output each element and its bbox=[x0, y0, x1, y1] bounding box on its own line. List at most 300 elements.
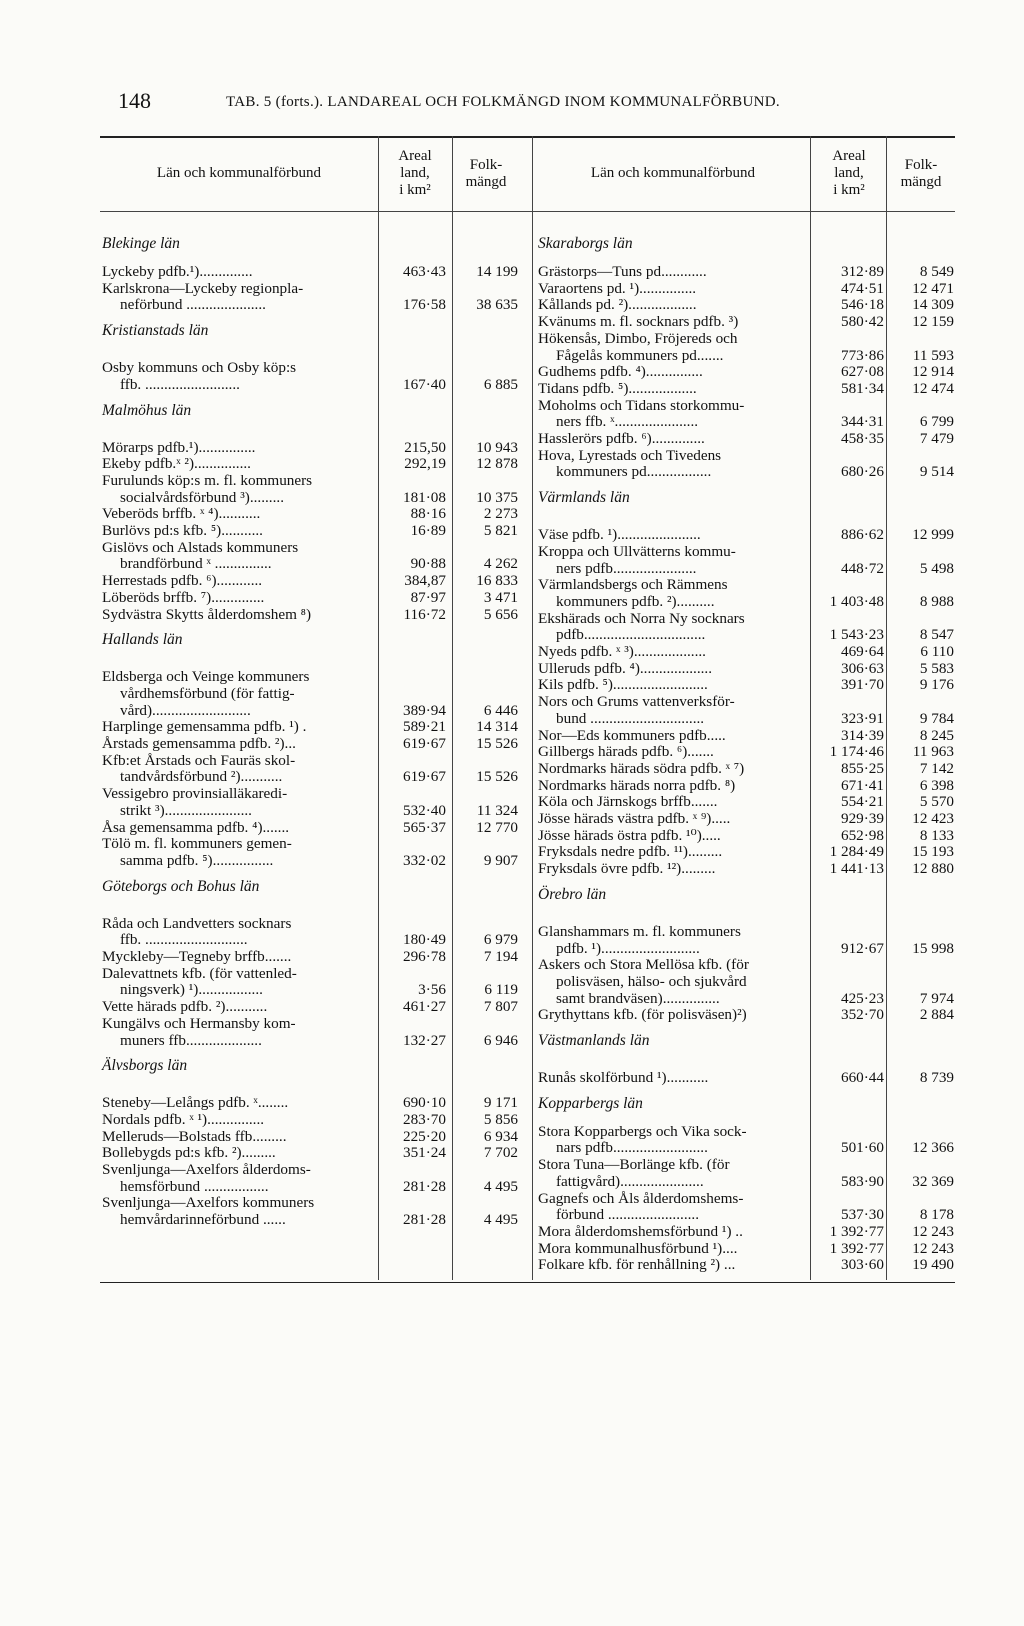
section-heading: Örebro län bbox=[538, 885, 607, 903]
table-row bbox=[536, 711, 955, 728]
federation-name: Grästorps—Tuns pd............ bbox=[538, 264, 707, 280]
population-value: 6 946 bbox=[483, 1031, 518, 1049]
population-value: 4 262 bbox=[483, 555, 518, 573]
population-value: 7 807 bbox=[483, 998, 518, 1016]
federation-name: Furulunds köp:s m. fl. kommuners bbox=[102, 472, 313, 489]
federation-name: Sydvästra Skytts ålderdomshem ⁸) bbox=[102, 606, 312, 623]
federation-name: Glanshammars m. fl. kommuners bbox=[538, 923, 741, 940]
area-value: 929·39 bbox=[840, 810, 884, 827]
federation-name: Ekshärads och Norra Ny socknars bbox=[538, 610, 745, 627]
area-value: 619·67 bbox=[402, 768, 446, 786]
area-value: 384,87 bbox=[404, 572, 446, 590]
header-pop-2: mängd bbox=[465, 173, 507, 190]
population-value: 5 570 bbox=[919, 793, 954, 811]
federation-name: Nordmarks härads södra pdfb. ˣ ⁷) bbox=[538, 760, 745, 777]
table-row bbox=[100, 703, 522, 720]
right-header-pop bbox=[888, 136, 954, 211]
federation-name: pdfb................................ bbox=[556, 627, 706, 644]
table-row bbox=[536, 448, 955, 465]
federation-name: Nordals pdfb. ˣ ¹)............... bbox=[102, 1111, 265, 1128]
table-row bbox=[536, 941, 955, 958]
right-header-area bbox=[812, 136, 886, 211]
area-value: 1 403·48 bbox=[829, 592, 884, 610]
area-value: 3·56 bbox=[418, 981, 446, 999]
area-value: 303·60 bbox=[840, 1256, 884, 1274]
area-value: 351·24 bbox=[402, 1144, 446, 1162]
header-area-1: Areal bbox=[398, 148, 432, 164]
table-row bbox=[536, 281, 955, 298]
section-heading: Älvsborgs län bbox=[102, 1057, 188, 1075]
federation-name: kommuners pdfb. ²).......... bbox=[556, 593, 715, 610]
population-value: 9 784 bbox=[919, 709, 954, 727]
left-header-pop bbox=[452, 136, 520, 211]
federation-name: Nordmarks härads norra pdfb. ⁸) bbox=[538, 777, 736, 794]
population-value: 12 243 bbox=[912, 1222, 954, 1240]
area-value: 886·62 bbox=[840, 526, 884, 544]
area-value: 680·26 bbox=[840, 463, 884, 481]
area-value: 16·89 bbox=[410, 522, 446, 539]
area-value: 344·31 bbox=[840, 413, 884, 431]
section-heading-row bbox=[100, 236, 522, 258]
population-value: 12 474 bbox=[912, 379, 954, 397]
population-value: 16 833 bbox=[476, 572, 518, 590]
area-value: 501·60 bbox=[840, 1139, 884, 1157]
section-heading: Malmöhus län bbox=[102, 401, 192, 419]
population-value: 7 479 bbox=[919, 430, 954, 447]
population-value: 6 934 bbox=[483, 1127, 518, 1145]
area-value: 389·94 bbox=[402, 701, 446, 719]
federation-name: pdfb. ¹).......................... bbox=[556, 940, 700, 957]
table-row bbox=[536, 1257, 955, 1274]
left-header-area bbox=[380, 136, 450, 211]
table-row bbox=[536, 811, 955, 828]
population-value: 6 979 bbox=[483, 931, 518, 949]
federation-name: Åsa gemensamma pdfb. ⁴)....... bbox=[102, 819, 290, 836]
table-row bbox=[536, 778, 955, 795]
table-row bbox=[100, 473, 522, 490]
population-value: 14 309 bbox=[912, 296, 954, 314]
table-row bbox=[536, 974, 955, 991]
federation-name: Harplinge gemensamma pdfb. ¹) . bbox=[102, 719, 307, 736]
table-row bbox=[536, 744, 955, 761]
left-table bbox=[100, 136, 522, 1626]
federation-name: fattigvård)...................... bbox=[556, 1173, 704, 1190]
federation-name: Kållands pd. ²).................. bbox=[538, 297, 697, 314]
page-title: TAB. 5 (forts.). LANDAREAL OCH FOLKMÄNGD INOM KOMMUNALFÖRBUND. bbox=[226, 94, 780, 110]
table-row bbox=[100, 281, 522, 298]
table-row bbox=[536, 264, 955, 281]
area-value: 296·78 bbox=[402, 948, 446, 965]
population-value: 8 133 bbox=[919, 826, 954, 844]
federation-name: brandförbund ˣ ............... bbox=[120, 556, 272, 573]
table-row bbox=[100, 540, 522, 557]
population-value: 11 593 bbox=[912, 346, 954, 364]
area-value: 1 174·46 bbox=[829, 743, 884, 761]
population-value: 9 514 bbox=[919, 463, 954, 481]
federation-name: förbund ........................ bbox=[556, 1207, 700, 1224]
federation-name: Väse pdfb. ¹)...................... bbox=[538, 527, 701, 544]
header-pop-1: Folk- bbox=[904, 156, 938, 173]
area-value: 332·02 bbox=[402, 851, 446, 869]
federation-name: ningsverk) ¹)................. bbox=[120, 982, 263, 999]
table-row bbox=[100, 1195, 522, 1212]
table-row bbox=[536, 577, 955, 594]
table-row bbox=[100, 573, 522, 590]
federation-name: Melleruds—Bolstads ffb......... bbox=[102, 1128, 287, 1145]
federation-name: Nors och Grums vattenverksför- bbox=[538, 694, 735, 711]
table-bottom-rule bbox=[100, 1282, 955, 1283]
population-value: 3 471 bbox=[483, 588, 518, 606]
area-value: 583·90 bbox=[840, 1172, 884, 1190]
table-row bbox=[100, 820, 522, 837]
table-row bbox=[100, 607, 522, 624]
area-value: 671·41 bbox=[840, 776, 884, 794]
population-value: 6 110 bbox=[920, 643, 954, 660]
federation-name: Moholms och Tidans storkommu- bbox=[538, 397, 745, 414]
header-pop-1: Folk- bbox=[469, 156, 503, 173]
section-heading: Blekinge län bbox=[102, 235, 180, 252]
area-value: 314·39 bbox=[840, 726, 884, 744]
federation-name: Herrestads pdfb. ⁶)............ bbox=[102, 573, 263, 590]
area-value: 463·43 bbox=[402, 263, 446, 280]
federation-name: Veberöds brffb. ˣ ⁴)........... bbox=[102, 506, 261, 523]
federation-name: Gislövs och Alstads kommuners bbox=[102, 539, 299, 556]
federation-name: Gudhems pdfb. ⁴)............... bbox=[538, 364, 703, 381]
table-row bbox=[100, 456, 522, 473]
table-row bbox=[536, 348, 955, 365]
federation-name: strikt ³)....................... bbox=[120, 802, 252, 819]
population-value: 2 273 bbox=[483, 505, 518, 523]
area-value: 215,50 bbox=[404, 438, 446, 456]
federation-name: hemsförbund ................. bbox=[120, 1178, 269, 1195]
table-row bbox=[100, 523, 522, 540]
federation-name: Fryksdals nedre pdfb. ¹¹)......... bbox=[538, 844, 723, 861]
population-value: 32 369 bbox=[912, 1172, 954, 1190]
table-row bbox=[100, 1162, 522, 1179]
federation-name: Gillbergs härads pdfb. ⁶)....... bbox=[538, 744, 714, 761]
population-value: 11 963 bbox=[912, 743, 954, 761]
federation-name: Bollebygds pd:s kfb. ²)......... bbox=[102, 1145, 276, 1162]
table-row bbox=[536, 694, 955, 711]
population-value: 7 142 bbox=[919, 759, 954, 777]
area-value: 87·97 bbox=[410, 588, 446, 606]
table-row bbox=[536, 957, 955, 974]
population-value: 15 998 bbox=[912, 939, 954, 957]
table-row bbox=[100, 506, 522, 523]
table-row bbox=[100, 360, 522, 377]
table-row bbox=[536, 761, 955, 778]
federation-name: ners pdfb...................... bbox=[556, 560, 697, 577]
population-value: 14 314 bbox=[476, 718, 518, 736]
population-value: 14 199 bbox=[476, 263, 518, 280]
area-value: 773·86 bbox=[840, 346, 884, 364]
federation-name: Mora kommunalhusförbund ¹).... bbox=[538, 1240, 738, 1257]
population-value: 6 119 bbox=[484, 981, 518, 999]
table-row bbox=[100, 1095, 522, 1112]
header-area-1: Areal bbox=[832, 148, 866, 164]
federation-name: Karlskrona—Lyckeby regionpla- bbox=[102, 280, 304, 297]
table-row bbox=[536, 561, 955, 578]
population-value: 12 878 bbox=[476, 455, 518, 473]
federation-name: Hökensås, Dimbo, Fröjereds och bbox=[538, 330, 738, 347]
table-row bbox=[100, 297, 522, 314]
federation-name: socialvårdsförbund ³)......... bbox=[120, 489, 284, 506]
area-value: 283·70 bbox=[402, 1110, 446, 1128]
population-value: 12 471 bbox=[912, 279, 954, 297]
area-value: 652·98 bbox=[840, 826, 884, 844]
population-value: 15 526 bbox=[476, 768, 518, 786]
federation-name: Jösse härads östra pdfb. ¹⁰)..... bbox=[538, 827, 721, 844]
section-heading-row bbox=[536, 1096, 955, 1118]
table-row bbox=[536, 1007, 955, 1024]
population-value: 5 821 bbox=[483, 522, 518, 539]
section-heading: Kristianstads län bbox=[102, 322, 209, 340]
header-area-3: i km² bbox=[399, 182, 431, 198]
table-row bbox=[536, 381, 955, 398]
area-value: 589·21 bbox=[402, 718, 446, 736]
table-row bbox=[100, 1016, 522, 1033]
federation-name: Steneby—Lelångs pdfb. ˣ........ bbox=[102, 1095, 289, 1112]
table-row bbox=[536, 314, 955, 331]
area-value: 306·63 bbox=[840, 659, 884, 677]
table-row bbox=[100, 836, 522, 853]
population-value: 12 914 bbox=[912, 363, 954, 381]
federation-name: Ulleruds pdfb. ⁴)................... bbox=[538, 660, 713, 677]
area-value: 132·27 bbox=[402, 1031, 446, 1049]
federation-name: Mörarps pdfb.¹)............... bbox=[102, 439, 256, 456]
header-area-3: i km² bbox=[833, 182, 865, 198]
area-value: 554·21 bbox=[840, 793, 884, 811]
population-value: 6 885 bbox=[483, 375, 518, 393]
population-value: 15 526 bbox=[476, 735, 518, 752]
federation-name: Myckleby—Tegneby brffb....... bbox=[102, 949, 292, 965]
table-row bbox=[100, 1112, 522, 1129]
table-row bbox=[100, 982, 522, 999]
area-value: 448·72 bbox=[840, 559, 884, 577]
federation-name: Ekeby pdfb.ˣ ²)............... bbox=[102, 456, 251, 473]
table-row bbox=[100, 1212, 522, 1229]
section-heading-row bbox=[100, 632, 522, 654]
area-value: 474·51 bbox=[840, 279, 884, 297]
federation-name: muners ffb.................... bbox=[120, 1032, 262, 1049]
federation-name: Nyeds pdfb. ˣ ³)................... bbox=[538, 644, 706, 660]
table-row bbox=[100, 377, 522, 394]
section-heading-row bbox=[100, 323, 522, 345]
table-row bbox=[536, 828, 955, 845]
table-row bbox=[536, 364, 955, 381]
table-row bbox=[536, 627, 955, 644]
header-area-2: land, bbox=[834, 165, 864, 181]
table-row bbox=[100, 490, 522, 507]
area-value: 580·42 bbox=[840, 313, 884, 331]
table-row bbox=[536, 644, 955, 661]
federation-name: Fryksdals övre pdfb. ¹²)......... bbox=[538, 861, 716, 878]
table-row bbox=[536, 991, 955, 1008]
table-row bbox=[100, 949, 522, 966]
section-heading: Göteborgs och Bohus län bbox=[102, 877, 260, 895]
area-value: 292,19 bbox=[404, 455, 446, 473]
area-value: 565·37 bbox=[402, 818, 446, 836]
federation-name: vårdhemsförbund (för fattig- bbox=[120, 685, 295, 702]
population-value: 2 884 bbox=[919, 1006, 954, 1024]
table-row bbox=[100, 753, 522, 770]
table-row bbox=[100, 669, 522, 686]
table-row bbox=[536, 1207, 955, 1224]
federation-name: bund .............................. bbox=[556, 710, 705, 727]
population-value: 15 193 bbox=[912, 843, 954, 861]
area-value: 469·64 bbox=[840, 643, 884, 660]
header-area-2: land, bbox=[400, 165, 430, 181]
table-row bbox=[100, 264, 522, 281]
federation-name: Kroppa och Ullvätterns kommu- bbox=[538, 543, 736, 560]
population-value: 19 490 bbox=[912, 1256, 954, 1274]
population-value: 8 178 bbox=[919, 1206, 954, 1224]
population-value: 9 176 bbox=[919, 676, 954, 694]
federation-name: Folkare kfb. för renhållning ²) ... bbox=[538, 1257, 736, 1274]
table-row bbox=[536, 844, 955, 861]
population-value: 12 770 bbox=[476, 818, 518, 836]
federation-name: Hasslerörs pdfb. ⁶).............. bbox=[538, 431, 705, 447]
federation-name: Svenljunga—Axelfors ålderdoms- bbox=[102, 1162, 311, 1178]
federation-name: Kfb:et Årstads och Fauräs skol- bbox=[102, 752, 296, 769]
federation-name: Jösse härads västra pdfb. ˣ ⁹)..... bbox=[538, 811, 731, 827]
federation-name: kommuners pd................. bbox=[556, 464, 712, 481]
federation-name: polisväsen, hälso- och sjukvård bbox=[556, 973, 747, 990]
table-row bbox=[536, 594, 955, 611]
table-row bbox=[536, 544, 955, 561]
population-value: 12 423 bbox=[912, 810, 954, 827]
population-value: 5 498 bbox=[919, 559, 954, 577]
section-heading: Skaraborgs län bbox=[538, 235, 633, 252]
table-row bbox=[536, 611, 955, 628]
population-value: 9 907 bbox=[483, 851, 518, 869]
federation-name: tandvårdsförbund ²)........... bbox=[120, 769, 283, 786]
table-row bbox=[100, 1179, 522, 1196]
federation-name: Kils pdfb. ⁵)......................... bbox=[538, 677, 708, 694]
federation-name: Köla och Järnskogs brffb....... bbox=[538, 794, 718, 811]
section-heading-row bbox=[536, 236, 955, 258]
federation-name: Årstads gemensamma pdfb. ²)... bbox=[102, 736, 296, 752]
federation-name: Askers och Stora Mellösa kfb. (för bbox=[538, 957, 749, 974]
federation-name: samma pdfb. ⁵)................ bbox=[120, 852, 274, 869]
table-row bbox=[536, 431, 955, 448]
area-value: 537·30 bbox=[840, 1206, 884, 1224]
population-value: 11 324 bbox=[476, 801, 518, 819]
page-header bbox=[118, 88, 944, 118]
area-value: 312·89 bbox=[840, 263, 884, 280]
section-heading: Värmlands län bbox=[538, 489, 630, 507]
table-row bbox=[536, 1191, 955, 1208]
table-row bbox=[536, 464, 955, 481]
federation-name: Osby kommuns och Osby köp:s bbox=[102, 360, 297, 377]
federation-name: neförbund ..................... bbox=[120, 297, 266, 314]
table-row bbox=[536, 1070, 955, 1087]
federation-name: ffb. ......................... bbox=[120, 376, 240, 393]
federation-name: Tölö m. fl. kommuners gemen- bbox=[102, 836, 292, 853]
population-value: 38 635 bbox=[476, 296, 518, 314]
area-value: 352·70 bbox=[840, 1006, 884, 1024]
table-row bbox=[100, 686, 522, 703]
area-value: 90·88 bbox=[410, 555, 446, 573]
area-value: 1 392·77 bbox=[829, 1239, 884, 1257]
table-row bbox=[536, 1140, 955, 1157]
table-row bbox=[100, 786, 522, 803]
area-value: 1 284·49 bbox=[829, 843, 884, 861]
table-row bbox=[100, 1145, 522, 1162]
population-value: 9 171 bbox=[483, 1094, 518, 1112]
table-row bbox=[100, 1033, 522, 1050]
table-row bbox=[100, 999, 522, 1016]
area-value: 660·44 bbox=[840, 1069, 884, 1086]
table-row bbox=[536, 527, 955, 544]
population-value: 8 245 bbox=[919, 726, 954, 744]
federation-name: samt brandväsen)............... bbox=[556, 990, 720, 1007]
page-number: 148 bbox=[118, 88, 151, 113]
right-header-name bbox=[536, 136, 810, 211]
population-value: 7 194 bbox=[483, 948, 518, 965]
area-value: 88·16 bbox=[410, 505, 446, 523]
federation-name: Hova, Lyrestads och Tivedens bbox=[538, 447, 722, 464]
federation-name: Vette härads pdfb. ²)........... bbox=[102, 999, 268, 1016]
table-row bbox=[536, 794, 955, 811]
federation-name: Nor—Eds kommuners pdfb..... bbox=[538, 727, 726, 744]
section-heading: Kopparbergs län bbox=[538, 1094, 643, 1112]
federation-name: Vessigebro provinsialläkaredi- bbox=[102, 786, 288, 803]
area-value: 116·72 bbox=[403, 605, 446, 623]
population-value: 8 547 bbox=[919, 626, 954, 644]
table-row bbox=[100, 1129, 522, 1146]
table-row bbox=[536, 728, 955, 745]
population-value: 8 988 bbox=[919, 592, 954, 610]
area-value: 1 392·77 bbox=[829, 1222, 884, 1240]
table-row bbox=[100, 803, 522, 820]
area-value: 1 441·13 bbox=[829, 860, 884, 878]
population-value: 4 495 bbox=[483, 1177, 518, 1195]
table-row bbox=[100, 916, 522, 933]
federation-name: Svenljunga—Axelfors kommuners bbox=[102, 1195, 315, 1212]
column-divider bbox=[532, 136, 533, 1280]
section-heading: Västmanlands län bbox=[538, 1032, 650, 1049]
federation-name: Lyckeby pdfb.¹).............. bbox=[102, 264, 253, 280]
area-value: 532·40 bbox=[402, 801, 446, 819]
federation-name: Mora ålderdomshemsförbund ¹) .. bbox=[538, 1223, 743, 1240]
federation-name: Stora Tuna—Borlänge kfb. (för bbox=[538, 1157, 730, 1174]
table-row bbox=[536, 331, 955, 348]
population-value: 6 446 bbox=[483, 701, 518, 719]
federation-name: vård).......................... bbox=[120, 702, 251, 719]
area-value: 912·67 bbox=[840, 939, 884, 957]
table-row bbox=[100, 556, 522, 573]
area-value: 391·70 bbox=[840, 676, 884, 694]
federation-name: Kungälvs och Hermansby kom- bbox=[102, 1015, 296, 1032]
population-value: 10 375 bbox=[476, 488, 518, 506]
federation-name: Fågelås kommuners pd....... bbox=[556, 347, 724, 364]
table-row bbox=[536, 297, 955, 314]
table-row bbox=[100, 719, 522, 736]
population-value: 8 549 bbox=[919, 263, 954, 280]
area-value: 167·40 bbox=[402, 375, 446, 393]
table-row bbox=[536, 861, 955, 878]
table-row bbox=[100, 966, 522, 983]
area-value: 458·35 bbox=[840, 430, 884, 447]
population-value: 7 702 bbox=[483, 1144, 518, 1162]
left-header-name bbox=[100, 136, 378, 211]
area-value: 281·28 bbox=[402, 1211, 446, 1229]
area-value: 1 543·23 bbox=[829, 626, 884, 644]
table-row bbox=[536, 1241, 955, 1258]
federation-name: Varaortens pd. ¹)............... bbox=[538, 280, 697, 297]
federation-name: ffb. ........................... bbox=[120, 932, 248, 949]
